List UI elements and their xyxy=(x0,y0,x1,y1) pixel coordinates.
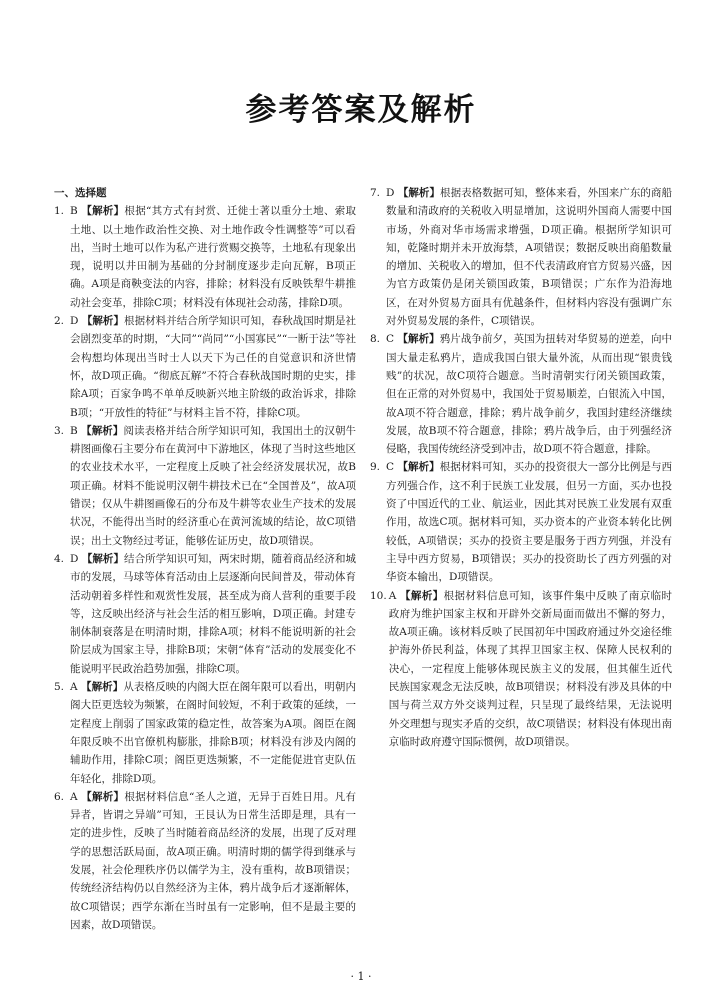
analysis-tag: 【解析】 xyxy=(81,552,125,565)
section-title: 一、选择题 xyxy=(54,187,107,199)
answer-item-8 xyxy=(370,330,672,458)
analysis-text: 根据材料信息可知，该事件集中反映了南京临时政府为维护国家主权和开辟外交新局面而做出不懈的努力，故A项正确。该材料反映了民国初年中国政府通过外交途径维护海外侨民利益，体现了其捍卫国家主权、保障人民权利的决心，一定程度上能够体现民族主义的发展，但其催生近代民族国家观念无法反映，故B项错误；材料没有涉及具体的中国与荷兰双方外交谈判过程，只呈现了最终结果，无法说明外交理想与现实矛盾的交织，故C项错误；材料没有体现出南京临时政府遵守国际惯例，故D项错误。 xyxy=(388,589,672,748)
analysis-text: 结合所学知识可知，两宋时期，随着商品经济和城市的发展，马球等体育活动由上层逐渐向民间普及，带动体育活动朝着多样性和观赏性发展，甚至成为商人营利的重要手段等，这反映出经济与社会生活的相互影响，D项正确。封建专制体制衰落是在明清时期，排除A项；材料不能说明新的社会阶层成为国家主导，排除B项；宋朝“体育”活动的发展变化不能说明平民政治趋势加强，排除C项。 xyxy=(70,552,357,675)
item-number: 9. xyxy=(370,461,381,474)
answer-letter: A xyxy=(70,681,78,694)
answer-item-7 xyxy=(370,184,672,330)
answer-item-10 xyxy=(370,587,672,752)
item-number: 6. xyxy=(54,790,65,803)
analysis-tag: 【解析】 xyxy=(81,790,125,803)
item-body xyxy=(386,184,672,330)
analysis-text: 根据表格数据可知，整体来看，外国来广东的商船数量和清政府的关税收入明显增加，这说明外国商人需要中国市场，外商对华市场需求增强，D项正确。根据所学知识可知，乾隆时期并未开放海禁，A项错误；数据反映出商船数量的增加、关税收入的增加，但不代表清政府官方贸易兴盛，因为官方政策仍是闭关锁国政策，B项错误；广东作为沿海地区，在对外贸易方面具有优越条件，但材料内容没有强调广东对外贸易发展的条件，C项错误。 xyxy=(386,187,673,328)
answer-item-2 xyxy=(54,312,356,422)
item-number: 2. xyxy=(54,315,65,328)
analysis-text: 鸦片战争前夕，英国为扭转对华贸易的逆差，向中国大量走私鸦片，造成我国白银大量外流，从而出现“银贵钱贱”的状况，故C项符合题意。当时清朝实行闭关锁国政策，但在正常的对外贸易中，我国处于贸易顺差，白银流入中国，故A项不符合题意，排除；鸦片战争前夕，我国封建经济继续发展，故B项不符合题意，排除；鸦片战争后，由于列强经济侵略，我国传统经济受到冲击，故D项不符合题意，排除。 xyxy=(386,333,673,456)
analysis-tag: 【解析】 xyxy=(81,205,125,218)
analysis-tag: 【解析】 xyxy=(397,333,440,346)
analysis-tag: 【解析】 xyxy=(81,424,124,437)
answer-letter: B xyxy=(70,205,78,218)
right-column xyxy=(370,184,672,751)
item-number: 5. xyxy=(54,681,65,694)
answer-letter: D xyxy=(70,552,79,565)
answer-letter: A xyxy=(70,790,78,803)
answer-item-5 xyxy=(54,678,356,788)
analysis-text: 根据材料并结合所学知识可知，春秋战国时期是社会剧烈变革的时期，“大同”“尚同”“小国寡民”“一断于法”等社会构想均体现出当时士人以天下为己任的自觉意识和济世情怀，故D项正确。“彻底瓦解”不符合春秋战国时期的史实，排除A项；百家争鸣不单单反映新兴地主阶级的政治诉求，排除B项；“开放性的特征”与材料主旨不符，排除C项。 xyxy=(70,315,357,419)
answer-letter: B xyxy=(70,424,78,437)
item-body xyxy=(70,422,356,550)
answer-item-6 xyxy=(54,788,356,934)
page-title: 参考答案及解析 xyxy=(245,92,477,128)
item-body xyxy=(70,788,356,934)
answer-letter: D xyxy=(70,315,79,328)
item-number: 3. xyxy=(54,424,65,437)
page-number: · 1 · xyxy=(350,970,372,983)
item-number: 7. xyxy=(370,187,381,199)
analysis-tag: 【解析】 xyxy=(397,187,441,199)
analysis-tag: 【解析】 xyxy=(397,461,440,474)
item-number: 1. xyxy=(54,205,65,218)
item-number: 4. xyxy=(54,552,65,565)
item-body xyxy=(389,587,672,752)
answer-item-3 xyxy=(54,422,356,550)
analysis-text: 阅读表格并结合所学知识可知，我国出土的汉朝牛耕图画像石主要分布在黄河中下游地区，体现了当时这些地区的农业技术水平，一定程度上反映了社会经济发展状况，故B项正确。材料不能说明汉朝牛耕技术已在“全国普及”，故A项错误；仅从牛耕图画像石的分布及牛耕等农业生产技术的发展状况，不能得出当时的经济重心在黄河流域的结论，故C项错误；出土文物经过考证，能够佐证历史，故D项错误。 xyxy=(70,424,357,547)
item-body xyxy=(70,202,356,312)
answer-letter: A xyxy=(388,589,397,602)
answer-item-9 xyxy=(370,458,672,586)
item-body xyxy=(386,458,672,586)
analysis-tag: 【解析】 xyxy=(400,589,444,602)
answer-item-1 xyxy=(54,202,356,312)
item-body xyxy=(70,312,356,422)
item-body xyxy=(386,330,672,458)
left-column xyxy=(54,184,356,934)
analysis-text: 从表格反映的内阁大臣在阁年限可以看出，明朝内阁大臣更迭较为频繁，在阁时间较短，不利于政策的延续，一定程度上削弱了国家政策的稳定性，故答案为A项。阁臣在阁年限反映不出官僚机构膨胀，排除B项；材料没有涉及内阁的辅助作用，排除C项；阁臣更迭频繁，不一定能促进官吏队伍年轻化，排除D项。 xyxy=(70,681,357,785)
item-number: 8. xyxy=(370,333,381,346)
answer-letter: D xyxy=(386,187,395,199)
item-body xyxy=(70,678,356,788)
item-number: 10. xyxy=(370,589,387,602)
answer-item-4 xyxy=(54,550,356,678)
analysis-tag: 【解析】 xyxy=(81,681,124,694)
analysis-text: 根据材料可知，买办的投资很大一部分比例是与西方列强合作，这不利于民族工业发展，但另一方面，买办也投资了中国近代的工业、航运业，因此其对民族工业发展有双重作用，故选C项。据材料可知，买办资本的产业资本转化比例较低，A项错误；买办的投资主要是服务于西方列强，并没有主导中西方贸易，B项错误；买办的投资助长了西方列强的对华资本输出，D项错误。 xyxy=(386,461,673,584)
analysis-text: 根据“其方式有封赏、迁徙士著以重分土地、索取土地、以土地作政治性交换、对土地作政令性调整等”可以看出，当时土地可以作为私产进行赏赐交换等，土地私有现象出现，说明以井田制为基础的分封制度逐步走向瓦解，B项正确。A项是商鞅变法的内容，排除；材料没有反映铁犁牛耕推动社会变革，排除C项；材料没有体现社会动荡，排除D项。 xyxy=(70,205,356,309)
item-body xyxy=(70,550,356,678)
answer-letter: C xyxy=(386,461,395,474)
analysis-text: 根据材料信息“圣人之道，无异于百姓日用。凡有异者，皆谓之异端”可知，王艮认为日常生活即是理，具有一定的进步性，反映了当时随着商品经济的发展，出现了反对理学的思想活跃局面，故A项正确。明清时期的儒学得到继承与发展，社会伦理秩序仍以儒学为主，没有重构，故B项错误；传统经济结构仍以自然经济为主体，鸦片战争后才逐渐解体，故C项错误；西学东渐在当时虽有一定影响，但不是最主要的因素，故D项错误。 xyxy=(70,790,357,931)
analysis-tag: 【解析】 xyxy=(81,315,125,328)
answer-letter: C xyxy=(386,333,395,346)
